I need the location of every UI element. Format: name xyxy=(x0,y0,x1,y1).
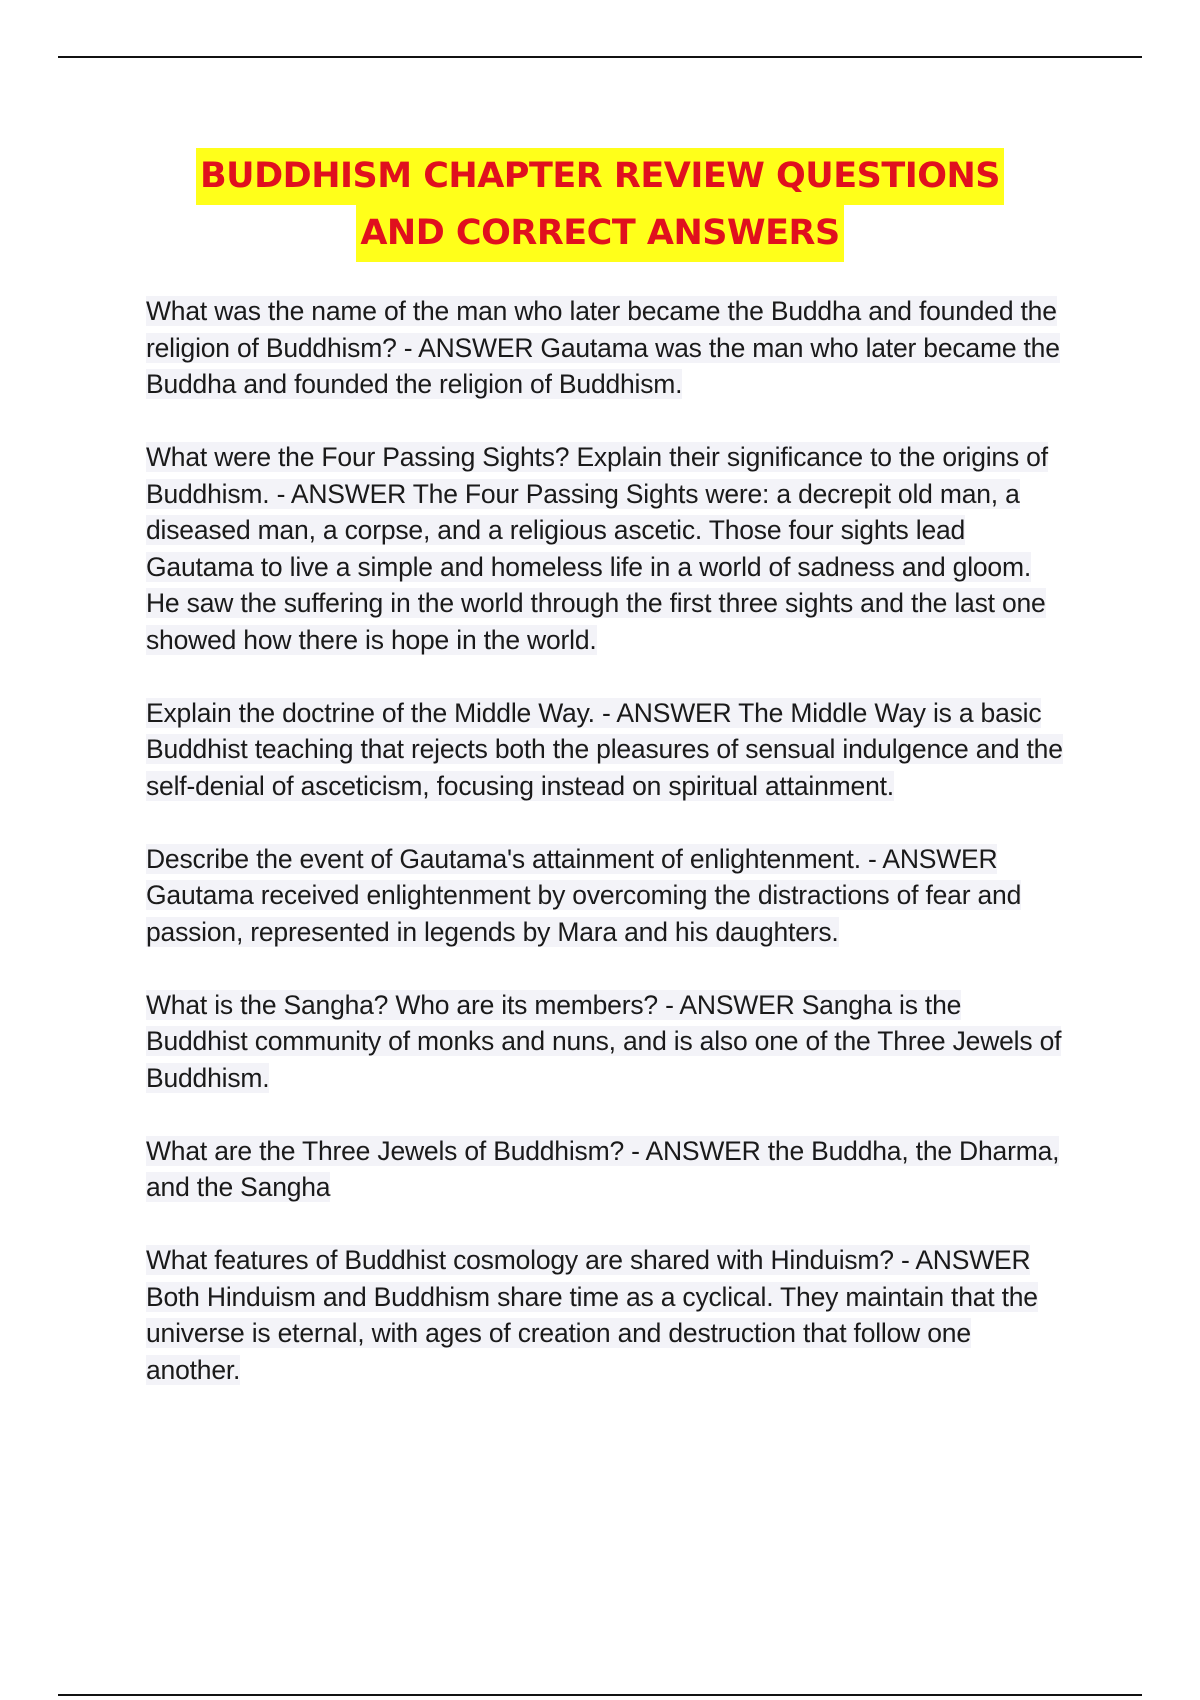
answer-text: Gautama received enlightenment by overcoming the distractions of fear and passion, represented in legends by Mara and his daughters. xyxy=(146,880,1022,947)
answer-label: ANSWER xyxy=(418,332,541,363)
answer-label: ANSWER xyxy=(679,989,802,1020)
qa-item-2 xyxy=(146,439,1066,658)
qa-item-3 xyxy=(146,695,1066,805)
question-text: What was the name of the man who later became the Buddha and founded the religion of Buddhism? - xyxy=(146,296,1057,363)
qa-list xyxy=(146,293,1066,1425)
answer-text: the Buddha, the Dharma, and the Sangha xyxy=(146,1135,1060,1202)
bottom-rule xyxy=(58,1694,1142,1696)
top-rule xyxy=(58,56,1142,58)
question-text: Explain the doctrine of the Middle Way. - xyxy=(146,697,617,728)
answer-text: Sangha is the Buddhist community of monks and nuns, and is also one of the Three Jewels of Buddhism. xyxy=(146,989,1062,1093)
question-text: Describe the event of Gautama's attainment of enlightenment. - xyxy=(146,843,883,874)
title-line-1: BUDDHISM CHAPTER REVIEW QUESTIONS xyxy=(196,148,1004,205)
answer-text: Gautama was the man who later became the Buddha and founded the religion of Buddhism. xyxy=(146,332,1060,399)
answer-label: ANSWER xyxy=(290,478,413,509)
answer-label: ANSWER xyxy=(915,1245,1031,1275)
question-text: What features of Buddhist cosmology are shared with Hinduism? - xyxy=(146,1245,916,1275)
qa-item-5 xyxy=(146,987,1066,1097)
qa-item-1 xyxy=(146,293,1066,403)
qa-item-4 xyxy=(146,841,1066,951)
answer-text: Both Hinduism and Buddhism share time as a cyclical. They maintain that the universe is eternal, with ages of creation and destruction that follow one another. xyxy=(146,1281,1038,1385)
answer-label: ANSWER xyxy=(645,1135,768,1166)
document-title xyxy=(0,148,1200,262)
question-text: What were the Four Passing Sights? Explain their significance to the origins of Buddhism. - xyxy=(146,442,1048,509)
question-text: What are the Three Jewels of Buddhism? - xyxy=(146,1135,646,1166)
qa-item-6 xyxy=(146,1133,1066,1206)
answer-text: The Middle Way is a basic Buddhist teaching that rejects both the pleasures of sensual indulgence and the self-denial of asceticism, focusing instead on spiritual attainment. xyxy=(146,697,1063,801)
answer-text: The Four Passing Sights were: a decrepit old man, a diseased man, a corpse, and a religious ascetic. Those four sights lead Gautama to live a simple and homeless life in a world of sadness and gloom. He saw the suffering in the world through the first three sights and the last one showed how there is hope in the world. xyxy=(146,478,1046,655)
answer-label: ANSWER xyxy=(616,697,739,728)
question-text: What is the Sangha? Who are its members? - xyxy=(146,989,680,1020)
title-line-2: AND CORRECT ANSWERS xyxy=(356,205,843,262)
answer-label: ANSWER xyxy=(882,843,998,874)
qa-item-7 xyxy=(146,1242,1066,1388)
